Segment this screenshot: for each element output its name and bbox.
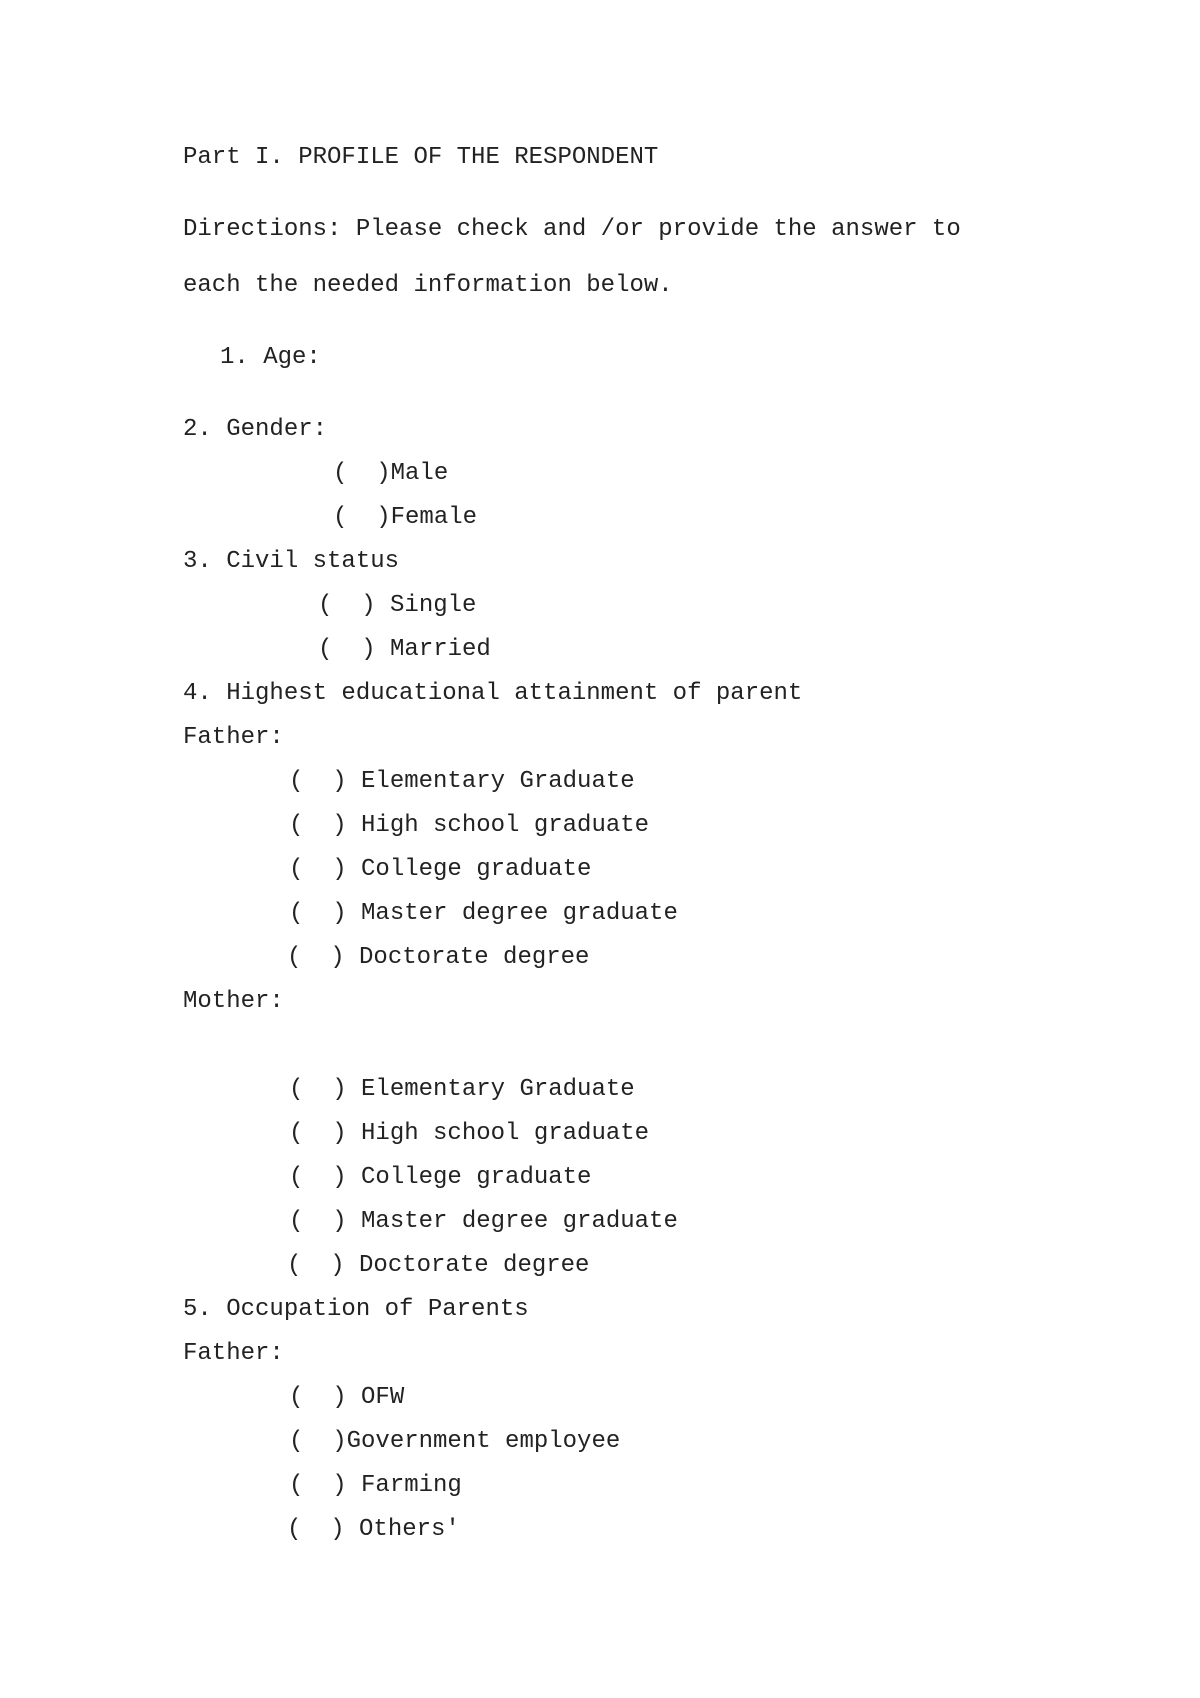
gender-option-female[interactable]: ( )Female [333, 504, 478, 531]
question-gender-label: 2. Gender: [183, 416, 328, 443]
occupation-father-option-ofw[interactable]: ( ) OFW [289, 1384, 405, 1411]
education-mother-option-high-school[interactable]: ( ) High school graduate [289, 1120, 650, 1147]
question-age-label: 1. Age: [220, 344, 321, 371]
education-father-label: Father: [183, 724, 284, 751]
education-mother-option-college[interactable]: ( ) College graduate [289, 1164, 592, 1191]
occupation-father-label: Father: [183, 1340, 284, 1367]
education-father-option-elementary[interactable]: ( ) Elementary Graduate [289, 768, 635, 795]
occupation-father-option-farming[interactable]: ( ) Farming [289, 1472, 462, 1499]
question-occupation-label: 5. Occupation of Parents [183, 1296, 529, 1323]
education-mother-label: Mother: [183, 988, 284, 1015]
education-father-option-college[interactable]: ( ) College graduate [289, 856, 592, 883]
education-mother-option-elementary[interactable]: ( ) Elementary Graduate [289, 1076, 635, 1103]
education-mother-option-doctorate[interactable]: ( ) Doctorate degree [287, 1252, 590, 1279]
education-father-option-doctorate[interactable]: ( ) Doctorate degree [287, 944, 590, 971]
question-education-label: 4. Highest educational attainment of parent [183, 680, 803, 707]
civil-status-option-married[interactable]: ( ) Married [318, 636, 491, 663]
gender-option-male[interactable]: ( )Male [333, 460, 449, 487]
education-mother-option-master[interactable]: ( ) Master degree graduate [289, 1208, 678, 1235]
civil-status-option-single[interactable]: ( ) Single [318, 592, 477, 619]
education-father-option-master[interactable]: ( ) Master degree graduate [289, 900, 678, 927]
question-civil-status-label: 3. Civil status [183, 548, 400, 575]
directions-line-1: Directions: Please check and /or provide the answer to [183, 216, 961, 243]
occupation-father-option-others[interactable]: ( ) Others' [287, 1516, 460, 1543]
education-father-option-high-school[interactable]: ( ) High school graduate [289, 812, 650, 839]
occupation-father-option-government[interactable]: ( )Government employee [289, 1428, 621, 1455]
page-title: Part I. PROFILE OF THE RESPONDENT [183, 144, 659, 171]
directions-line-2: each the needed information below. [183, 272, 673, 299]
